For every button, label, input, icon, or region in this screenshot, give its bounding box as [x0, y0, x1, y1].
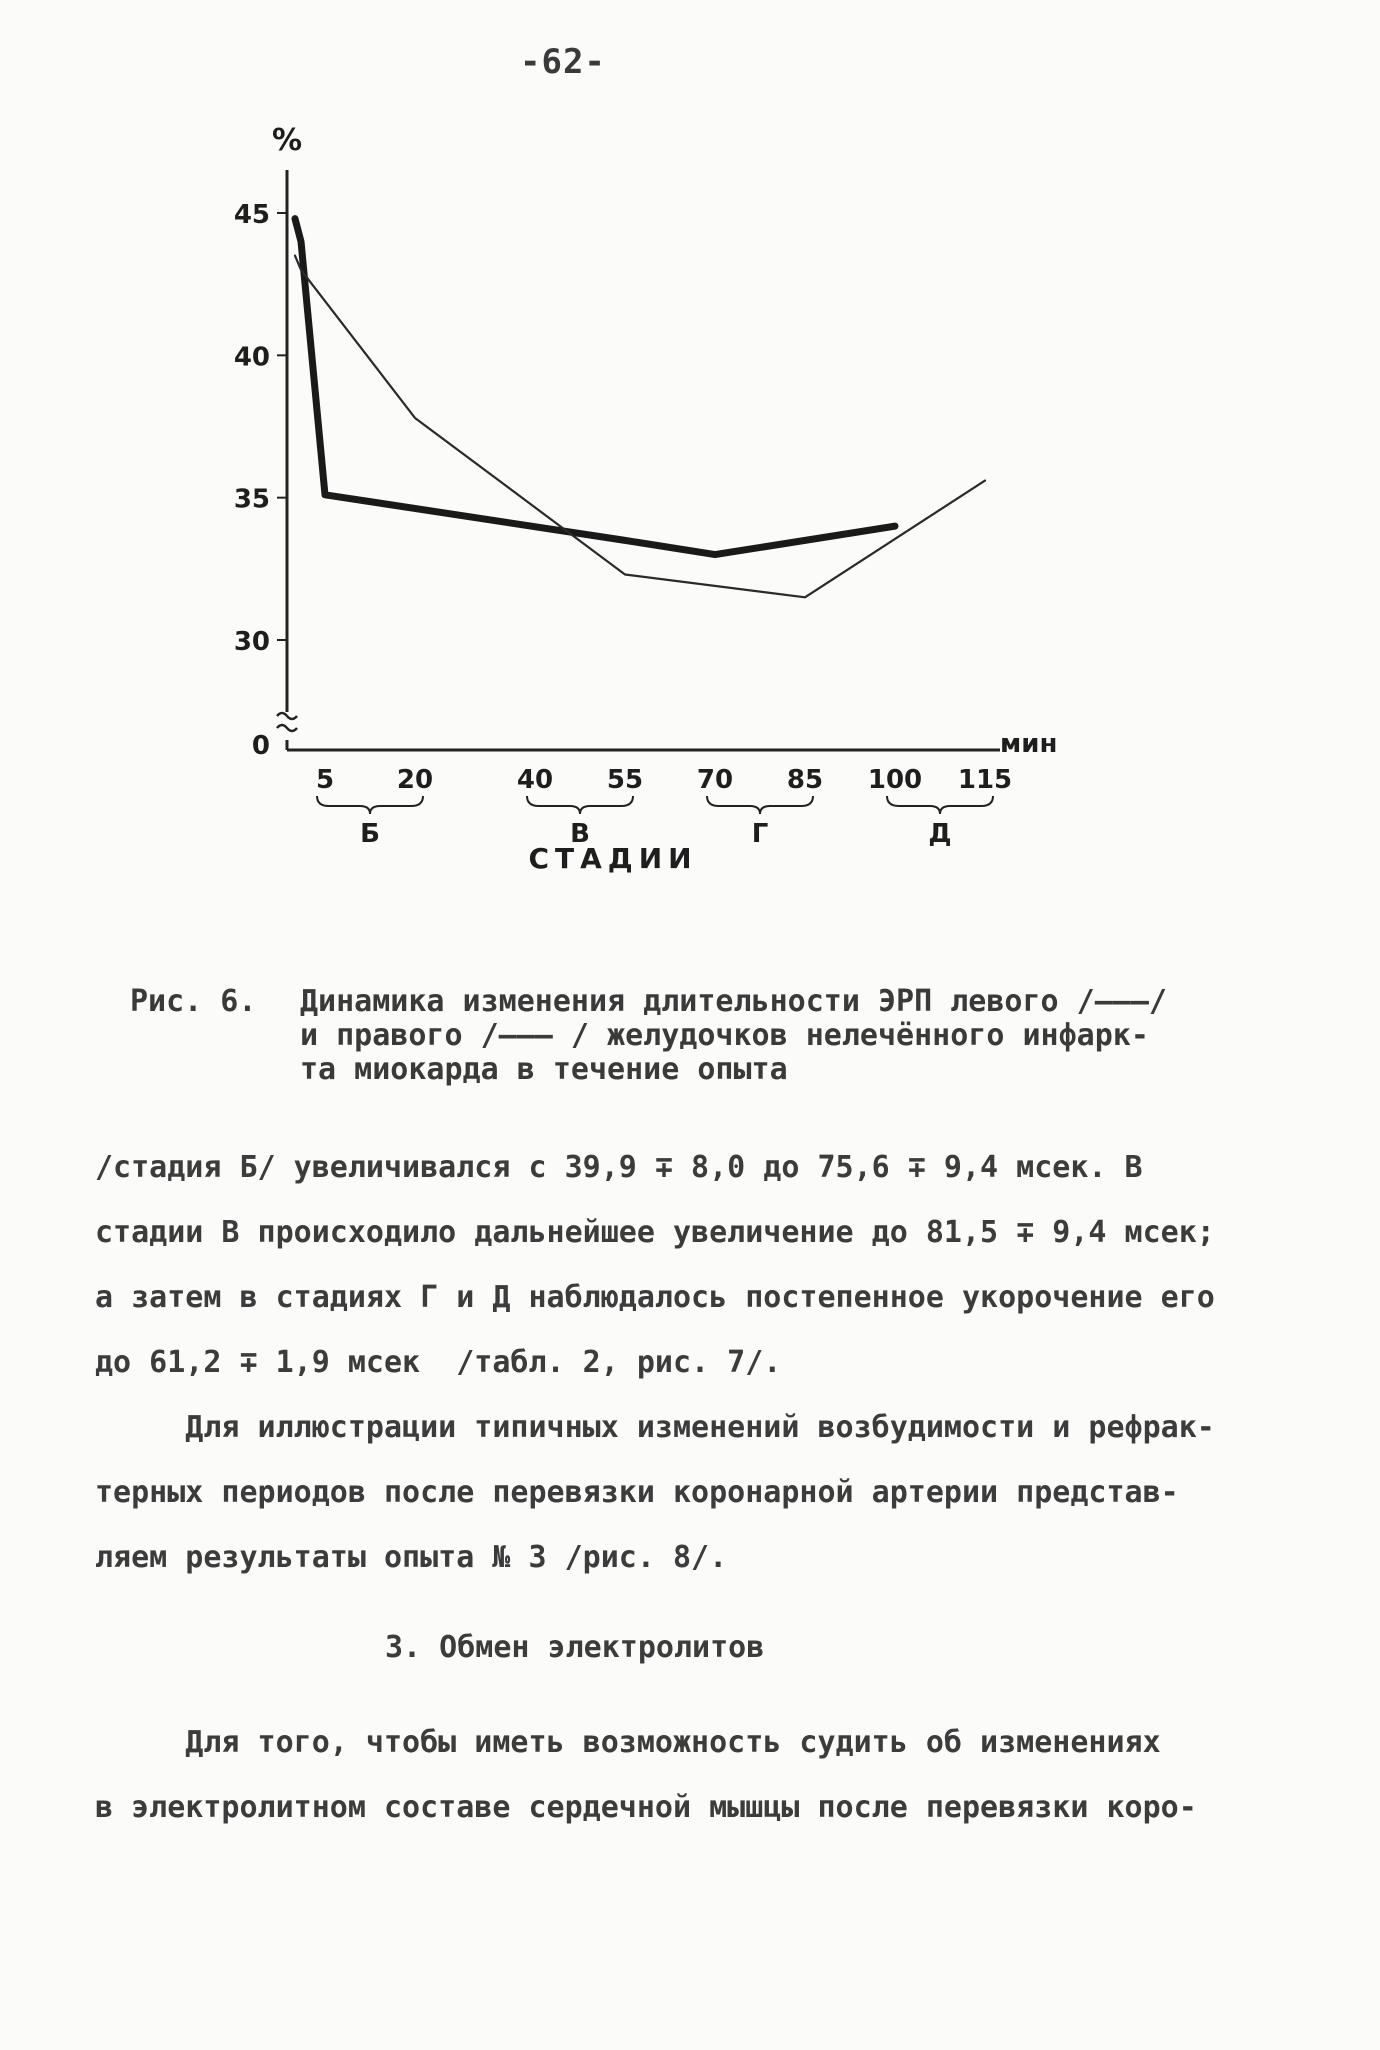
text-line: /стадия Б/ увеличивался с 39,9 ∓ 8,0 до 75,6 ∓ 9,4 мсек. В: [95, 1150, 1143, 1185]
body-paragraph-2: [95, 1395, 1295, 1590]
text-line: в электролитном составе сердечной мышцы после перевязки коро-: [95, 1790, 1197, 1825]
chart-series: [295, 219, 985, 598]
x-tick-label: 55: [606, 765, 644, 795]
body-paragraph-1: [95, 1135, 1295, 1395]
erp-line-chart: [0, 0, 1380, 920]
text-line: ляем результаты опыта № 3 /рис. 8/.: [95, 1540, 728, 1575]
stage-bracket: [707, 796, 813, 814]
stage-bracket: [527, 796, 633, 814]
stage-label: Д: [928, 819, 952, 849]
stage-label: В: [570, 819, 590, 849]
y-tick-label: 45: [233, 200, 270, 230]
caption-line: и правого /——— / желудочков нелечённого инфарк-: [300, 1018, 1149, 1053]
caption-line: та миокарда в течение опыта: [300, 1052, 788, 1087]
y-tick-label: 35: [233, 484, 270, 515]
stage-label: Б: [360, 819, 380, 849]
stages-axis-label: СТАДИИ: [528, 842, 698, 875]
caption-line: Динамика изменения длительности ЭРП левого /———/: [300, 984, 1167, 1019]
x-tick-label: 100: [867, 765, 923, 795]
figure-caption-text: [300, 985, 1280, 1087]
stage-label: Г: [751, 819, 769, 849]
page-number: -62-: [520, 42, 606, 82]
x-tick-label: 40: [516, 765, 554, 795]
series-line-thick: [295, 219, 895, 555]
y-zero-label: 0: [251, 731, 270, 761]
x-tick-label: 85: [786, 765, 824, 795]
body-paragraph-3: [95, 1710, 1295, 1840]
y-tick-label: 40: [233, 342, 270, 373]
figure-label: Рис. 6.: [130, 984, 257, 1019]
x-tick-labels: [316, 765, 1012, 795]
text-line: а затем в стадиях Г и Д наблюдалось постепенное укорочение его: [95, 1280, 1215, 1315]
y-tick-label: 30: [233, 627, 270, 657]
section-heading: 3. Обмен электролитов: [385, 1630, 765, 1665]
text-line: Для иллюстрации типичных изменений возбудимости и рефрак-: [95, 1410, 1215, 1445]
text-line: Для того, чтобы иметь возможность судить об изменениях: [95, 1725, 1161, 1760]
stage-brackets: [317, 796, 993, 875]
y-tick-labels: [234, 200, 287, 761]
axis-break-mark: [277, 713, 297, 731]
text-line: до 61,2 ∓ 1,9 мсек /табл. 2, рис. 7/.: [95, 1345, 782, 1380]
y-axis-unit-label: %: [272, 123, 303, 158]
text-line: стадии В происходило дальнейшее увеличение до 81,5 ∓ 9,4 мсек;: [95, 1215, 1215, 1250]
x-tick-label: 20: [396, 765, 434, 795]
text-line: терных периодов после перевязки коронарной артерии представ-: [95, 1475, 1179, 1510]
stage-bracket: [317, 796, 423, 814]
x-axis-unit-label: мин: [1000, 729, 1058, 759]
chart-axes: [272, 123, 1057, 759]
x-tick-label: 115: [957, 765, 1013, 795]
x-tick-label: 70: [696, 765, 734, 795]
x-tick-label: 5: [315, 765, 335, 795]
stage-bracket: [887, 796, 993, 814]
